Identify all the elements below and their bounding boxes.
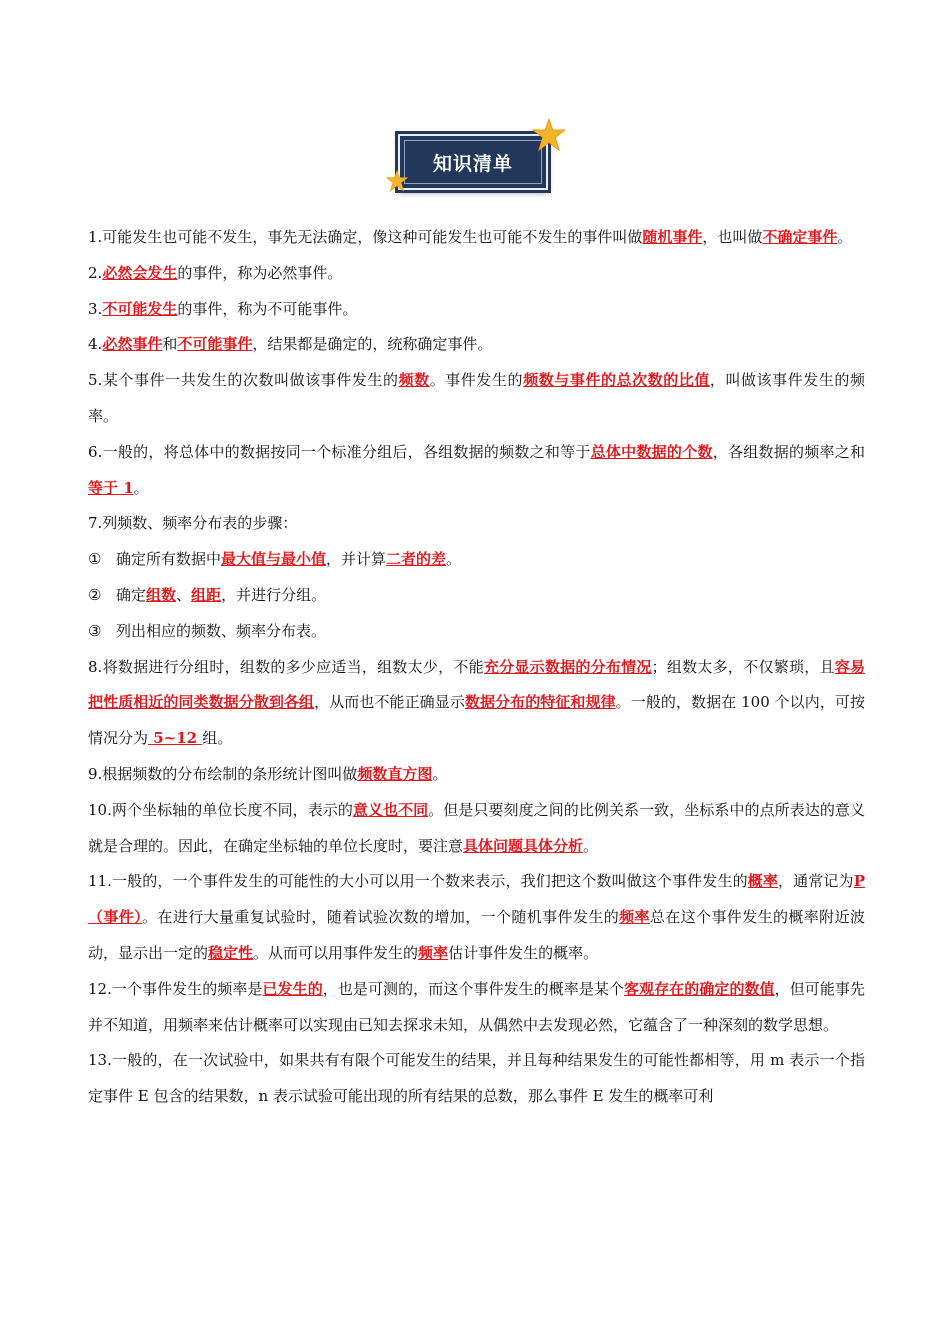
step-3 (88, 614, 865, 650)
text: ，结果都是确定的，统称确定事件。 (252, 335, 493, 354)
text: 2. (88, 263, 103, 282)
text: 10.两个坐标轴的单位长度不同，表示的 (88, 800, 353, 819)
answer-text: 不可能事件 (177, 335, 253, 354)
answer-text: 最大值与最小值 (221, 550, 327, 569)
answer-text: 客观存在的确定的数值 (624, 979, 775, 998)
text: 11.一般的，一个事件发生的可能性的大小可以用一个数来表示，我们把这个数叫做这个事件发生的 (88, 872, 748, 891)
list-item-1 (88, 220, 865, 256)
text: 12.一个事件发生的频率是 (88, 979, 263, 998)
answer-text: 5~12 (148, 729, 203, 748)
text: ，通常记为 (778, 872, 854, 891)
answer-text: 意义也不同 (352, 800, 429, 819)
text: 8.将数据进行分组时，组数的多少应适当，组数太少，不能 (88, 657, 484, 676)
answer-text: 总体中数据的个数 (590, 442, 713, 461)
text: ，并进行分组。 (221, 585, 327, 604)
text: 的事件，称为必然事件。 (177, 263, 343, 282)
answer-text: 频率 (619, 908, 650, 927)
answer-text: 必然会发生 (102, 263, 178, 282)
text: 、 (176, 585, 192, 604)
text: 。 (583, 836, 599, 855)
banner-title: 知识清单 (432, 153, 513, 175)
text: ，但可能事先并不知道，用频率来估计概率可以实现由已知去探求未知，从偶然中去发现必然，它蕴含了一种深刻的数学思想。 (88, 979, 865, 1034)
text: 6.一般的，将总体中的数据按同一个标准分组后，各组数据的频数之和等于 (88, 442, 591, 461)
answer-text: 具体问题具体分析 (463, 836, 584, 855)
text: 。从而可以用事件发生的 (253, 943, 419, 962)
list-item-4 (88, 327, 865, 363)
step-number: ① (88, 550, 102, 569)
banner-box (398, 134, 548, 190)
step-2 (88, 578, 865, 614)
text: 。 (133, 478, 149, 497)
text: ，从而也不能正确显示 (314, 693, 465, 712)
list-item-7 (88, 506, 865, 542)
text: ，也叫做 (702, 228, 763, 246)
list-item-10 (88, 793, 865, 865)
text: 5.某个事件一共发生的次数叫做该事件发生的 (88, 371, 399, 390)
text: ；组数太多，不仅繁琐，且 (651, 657, 835, 676)
section-banner (386, 118, 566, 200)
list-item-12 (88, 972, 865, 1044)
text: 。在进行大量重复试验时，随着试验次数的增加，一个随机事件发生的 (142, 908, 620, 927)
list-item-13 (88, 1043, 865, 1115)
text: 估计事件发生的概率。 (448, 943, 599, 962)
text: 。 (446, 550, 462, 569)
answer-text: 不确定事件 (762, 228, 838, 246)
answer-text: 已发生的 (262, 979, 323, 998)
text: 4. (88, 335, 103, 354)
answer-text: 组数 (146, 585, 177, 604)
step-number: ② (88, 585, 102, 604)
answer-text: 二者的差 (386, 550, 447, 569)
answer-text: 数据分布的特征和规律 (464, 693, 616, 712)
text: 3. (88, 299, 103, 318)
star-icon (532, 118, 566, 152)
text: 13.一般的，在一次试验中，如果共有有限个可能发生的结果，并且每种结果发生的可能性都相等，用 m 表示一个指定事件 E 包含的结果数，n 表示试验可能出现的所有结果的总数，那么事件 E 发生的概率可利 (88, 1051, 865, 1106)
list-item-11 (88, 864, 865, 971)
answer-text: 随机事件 (642, 228, 703, 246)
answer-text: 容易把性质相近的同类数据分散到各组 (88, 657, 865, 712)
answer-text: 频数与事件的总次数的比值 (523, 371, 710, 390)
text: 。一般的，数据在 100 个以内，可按情况分为 (88, 693, 865, 748)
text: 组。 (202, 729, 233, 748)
text: 。 (837, 228, 853, 246)
knowledge-list (88, 220, 865, 1115)
star-icon (386, 170, 408, 192)
text: ，也是可测的，而这个事件发生的概率是某个 (322, 979, 625, 998)
text: 确定 (116, 585, 147, 604)
text: 1.可能发生也可能不发生，事先无法确定，像这种可能发生也可能不发生的事件叫做 (88, 228, 643, 246)
list-item-9 (88, 757, 865, 793)
text: ，并计算 (326, 550, 387, 569)
list-item-6 (88, 435, 865, 507)
text: ，叫做该事件发生的频率。 (88, 371, 865, 425)
text: 的事件，称为不可能事件。 (177, 299, 358, 318)
list-item-3 (88, 292, 865, 328)
text: 7.列频数、频率分布表的步骤： (88, 514, 298, 533)
text: 确定所有数据中 (116, 550, 222, 569)
step-1 (88, 542, 865, 578)
answer-text: 频率 (418, 943, 449, 962)
answer-text: 必然事件 (102, 335, 163, 354)
text: 。 (432, 764, 448, 783)
answer-text: 组距 (191, 585, 222, 604)
step-number: ③ (88, 621, 102, 640)
answer-text: 稳定性 (208, 943, 254, 962)
list-item-2 (88, 256, 865, 292)
answer-text: 充分显示数据的分布情况 (483, 657, 652, 676)
list-item-8 (88, 650, 865, 757)
text: ，各组数据的频率之和 (712, 442, 865, 461)
answer-text: 不可能发生 (102, 299, 178, 318)
text: 和 (162, 335, 178, 354)
answer-text: 频数直方图 (357, 764, 433, 783)
answer-text: P（事件） (88, 872, 865, 927)
answer-text: 频数 (398, 371, 430, 390)
list-item-5 (88, 363, 865, 435)
answer-text: 等于 1 (88, 478, 134, 497)
text: 。但是只要刻度之间的比例关系一致，坐标系中的点所表达的意义就是合理的。因此，在确定坐标轴的单位长度时，要注意 (88, 800, 865, 855)
text: 总在这个事件发生的概率附近波动，显示出一定的 (88, 908, 865, 962)
text: 。事件发生的 (429, 371, 524, 390)
text: 列出相应的频数、频率分布表。 (116, 621, 327, 640)
text: 9.根据频数的分布绘制的条形统计图叫做 (88, 764, 358, 783)
answer-text: 概率 (747, 872, 778, 891)
